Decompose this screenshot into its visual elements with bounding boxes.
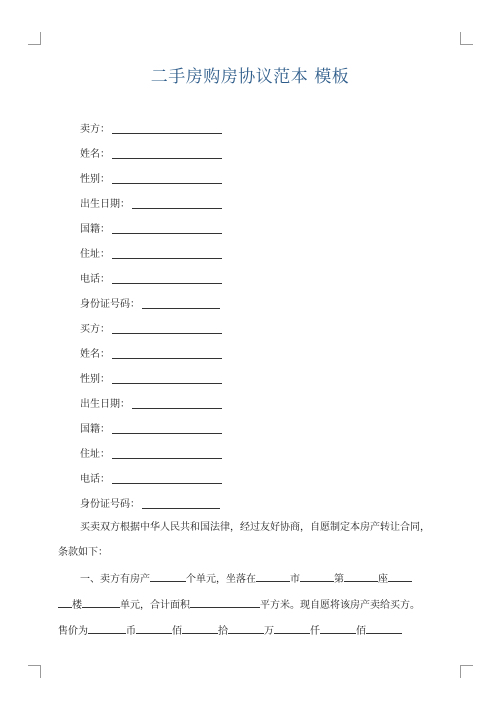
field-seller xyxy=(80,115,222,140)
page-corner-mark xyxy=(28,32,41,45)
field-gender xyxy=(80,365,222,390)
blank-line[interactable] xyxy=(112,147,222,159)
field-label: 住址： xyxy=(80,249,110,260)
field-label: 姓名： xyxy=(80,149,110,160)
blank-line[interactable] xyxy=(300,570,334,582)
field-label: 性别： xyxy=(80,174,110,185)
clause-text: 万 xyxy=(264,626,274,637)
clause-text: 楼 xyxy=(72,600,82,611)
field-label: 身份证号码： xyxy=(80,299,140,310)
blank-line[interactable] xyxy=(132,197,222,209)
blank-line[interactable] xyxy=(388,570,412,582)
page-corner-mark xyxy=(460,32,473,45)
clause-text: 平方米。现自愿将该房产卖给买方。 xyxy=(260,600,420,611)
blank-line[interactable] xyxy=(112,472,222,484)
field-gender xyxy=(80,165,222,190)
blank-line[interactable] xyxy=(228,622,264,634)
field-label: 住址： xyxy=(80,449,110,460)
field-name xyxy=(80,340,222,365)
field-buyer xyxy=(80,315,222,340)
clause-text: 第 xyxy=(334,574,344,585)
clause-text: 币 xyxy=(126,626,136,637)
blank-line[interactable] xyxy=(190,596,260,608)
clause-text: 仟 xyxy=(310,626,320,637)
blank-line[interactable] xyxy=(112,372,222,384)
field-label: 电话： xyxy=(80,474,110,485)
field-phone xyxy=(80,265,222,290)
clause-text: 市 xyxy=(290,574,300,585)
field-id-number xyxy=(80,490,222,515)
clause-text: 座 xyxy=(378,574,388,585)
blank-line[interactable] xyxy=(88,622,126,634)
field-label: 姓名： xyxy=(80,349,110,360)
blank-line[interactable] xyxy=(58,596,72,608)
blank-line[interactable] xyxy=(132,397,222,409)
field-label: 出生日期： xyxy=(80,399,130,410)
field-nationality xyxy=(80,215,222,240)
blank-line[interactable] xyxy=(274,622,310,634)
field-label: 卖方： xyxy=(80,124,110,135)
field-name xyxy=(80,140,222,165)
blank-line[interactable] xyxy=(142,497,220,509)
document-title: 二手房购房协议范本 模板 xyxy=(150,67,350,87)
page-corner-mark xyxy=(460,665,473,678)
clause-text: 一、卖方有房产 xyxy=(80,574,150,585)
intro-paragraph-line2: 条款如下： xyxy=(58,547,108,558)
blank-line[interactable] xyxy=(150,570,186,582)
blank-line[interactable] xyxy=(136,622,172,634)
clause-text: 个单元，坐落在 xyxy=(186,574,256,585)
clause-text: 佰 xyxy=(172,626,182,637)
blank-line[interactable] xyxy=(112,272,222,284)
field-birthdate xyxy=(80,390,222,415)
blank-line[interactable] xyxy=(112,422,222,434)
field-label: 买方： xyxy=(80,324,110,335)
field-label: 性别： xyxy=(80,374,110,385)
blank-line[interactable] xyxy=(112,347,222,359)
blank-line[interactable] xyxy=(112,247,222,259)
field-id-number xyxy=(80,290,222,315)
field-label: 出生日期： xyxy=(80,199,130,210)
blank-line[interactable] xyxy=(344,570,378,582)
blank-line[interactable] xyxy=(182,622,218,634)
intro-paragraph-line1: 买卖双方根据中华人民共和国法律，经过友好协商，自愿制定本房产转让合同， xyxy=(80,522,430,533)
blank-line[interactable] xyxy=(366,622,402,634)
field-label: 身份证号码： xyxy=(80,499,140,510)
field-phone xyxy=(80,465,222,490)
page-corner-mark xyxy=(28,665,41,678)
blank-line[interactable] xyxy=(112,322,222,334)
field-label: 国籍： xyxy=(80,424,110,435)
field-nationality xyxy=(80,415,222,440)
clause-text: 佰 xyxy=(356,626,366,637)
field-birthdate xyxy=(80,190,222,215)
blank-line[interactable] xyxy=(320,622,356,634)
blank-line[interactable] xyxy=(142,297,220,309)
party-info-fields xyxy=(80,115,222,515)
blank-line[interactable] xyxy=(256,570,290,582)
clause-text: 拾 xyxy=(218,626,228,637)
blank-line[interactable] xyxy=(112,122,222,134)
blank-line[interactable] xyxy=(112,447,222,459)
field-address xyxy=(80,440,222,465)
blank-line[interactable] xyxy=(112,172,222,184)
blank-line[interactable] xyxy=(112,222,222,234)
clause-1-line1 xyxy=(80,570,412,585)
clause-1-line2 xyxy=(58,596,420,611)
clause-text: 售价为 xyxy=(58,626,88,637)
field-label: 电话： xyxy=(80,274,110,285)
clause-1-line3 xyxy=(58,622,402,637)
blank-line[interactable] xyxy=(82,596,120,608)
clause-text: 单元，合计面积 xyxy=(120,600,190,611)
field-label: 国籍： xyxy=(80,224,110,235)
field-address xyxy=(80,240,222,265)
